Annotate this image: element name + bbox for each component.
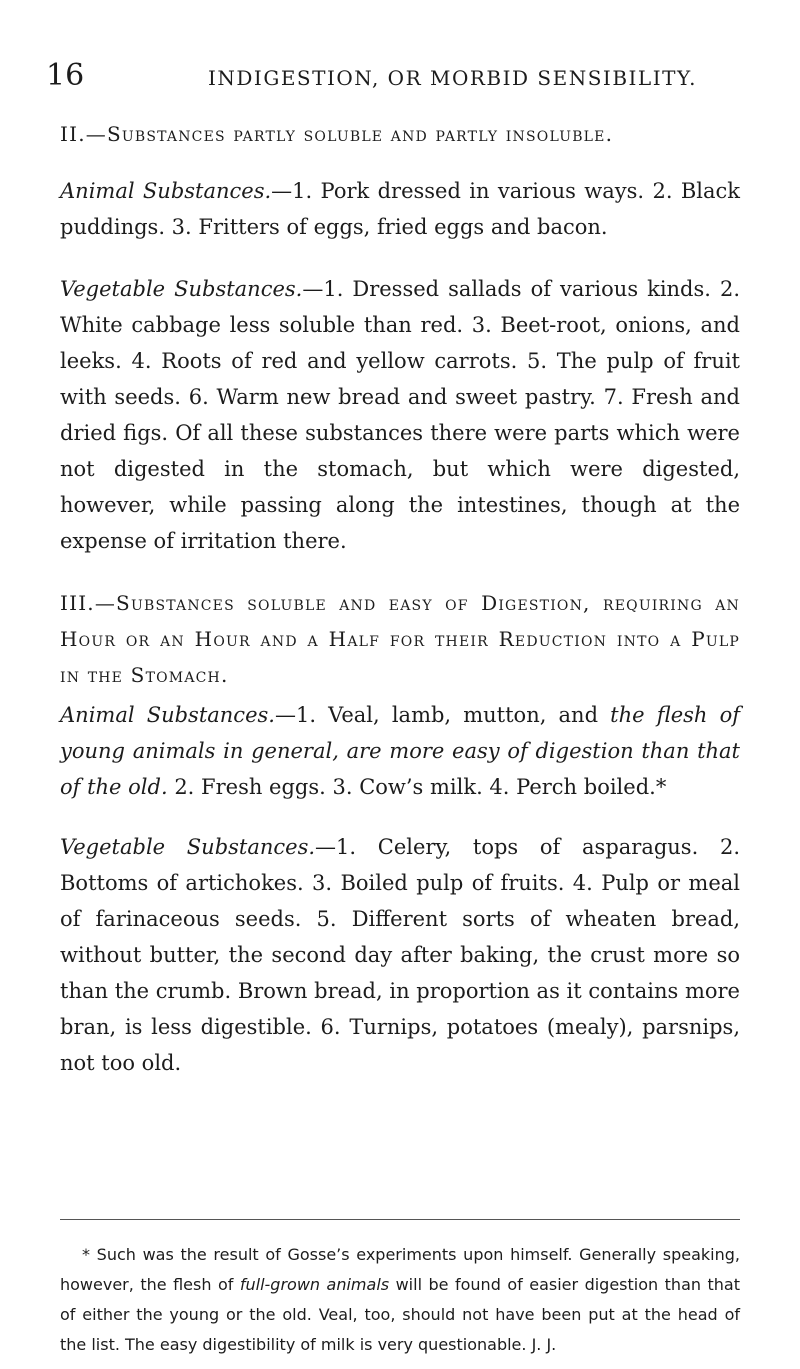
animal-substances-text: —1. Pork dressed in various ways. 2. Black puddings. 3. Fritters of eggs, fried eggs and bacon. <box>60 179 740 239</box>
footnote-text: * Such was the result of Gosse’s experiments upon himself. Generally speaking, however, the flesh of <box>60 1245 740 1294</box>
footnote-text-end: will be found of easier digestion than that of either the young or the old. Veal, too, should not have been put at the head of the list. The easy digestibility of milk is very questionable. J. J. <box>60 1275 740 1354</box>
section-2-animal-paragraph <box>60 173 740 245</box>
section-3-vegetable-paragraph <box>60 829 740 1081</box>
section-3-heading: III.—Substances soluble and easy of Digestion, requiring an Hour or an Hour and a Half for their Reduction into a Pulp in the Stomach. <box>60 591 740 687</box>
animal-substances-label: Animal Substances. <box>60 179 272 203</box>
vegetable-substances-text: —1. Celery, tops of asparagus. 2. Bottoms of artichokes. 3. Boiled pulp of fruits. 4. Pulp or meal of farinaceous seeds. 5. Different sorts of wheaten bread, without butter, the second day after baking, the crust more so than the crumb. Brown bread, in proportion as it contains more bran, is less digestible. 6. Turnips, potatoes (mealy), parsnips, not too old. <box>60 835 740 1075</box>
footnote-emphasis: full-grown animals <box>239 1275 390 1294</box>
vegetable-substances-label: Vegetable Substances. <box>60 835 316 859</box>
section-2 <box>60 116 740 152</box>
animal-substances-text-end: 2. Fresh eggs. 3. Cow’s milk. 4. Perch boiled.* <box>167 775 667 799</box>
animal-substances-text: —1. Veal, lamb, mutton, and <box>274 703 611 727</box>
page-number: 16 <box>46 58 85 93</box>
animal-substances-label: Animal Substances. <box>60 703 275 727</box>
footnote-divider <box>60 1219 740 1220</box>
section-3 <box>60 585 740 693</box>
animal-substances-emphasis: the flesh of young animals in general, are more easy of digestion than that of the old. <box>60 703 740 799</box>
footnote <box>60 1240 740 1360</box>
running-title: INDIGESTION, OR MORBID SENSIBILITY. <box>208 66 697 90</box>
section-2-vegetable-paragraph <box>60 271 740 559</box>
section-2-heading: II.—Substances partly soluble and partly insoluble. <box>60 122 614 146</box>
section-3-animal-paragraph <box>60 697 740 805</box>
vegetable-substances-label: Vegetable Substances. <box>60 277 303 301</box>
vegetable-substances-text: —1. Dressed sallads of various kinds. 2. White cabbage less soluble than red. 3. Beet-root, onions, and leeks. 4. Roots of red and yellow carrots. 5. The pulp of fruit with seeds. 6. Warm new bread and sweet pastry. 7. Fresh and dried figs. Of all these substances there were parts which were not digested in the stomach, but which were digested, however, while passing along the intestines, though at the expense of irritation there. <box>60 277 740 553</box>
